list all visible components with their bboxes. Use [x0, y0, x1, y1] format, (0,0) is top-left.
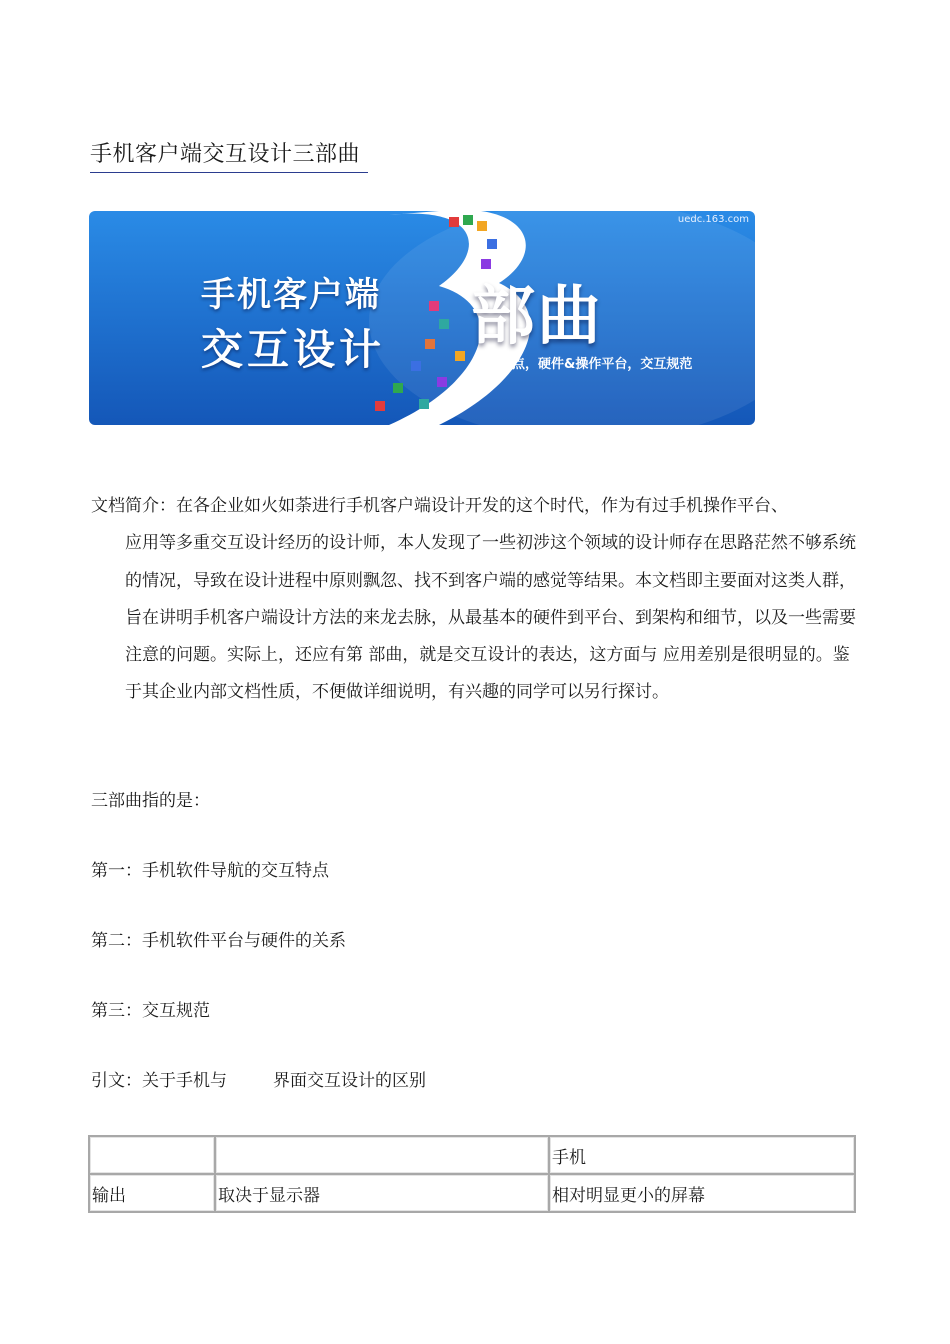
intro-line-1: 文档简介：在各企业如火如荼进行手机客户端设计开发的这个时代，作为有过手机操作平台、	[91, 496, 788, 516]
table-cell	[89, 1136, 215, 1174]
table-cell: 输出	[89, 1174, 215, 1212]
table-cell: 相对明显更小的屏幕	[549, 1174, 855, 1212]
list-item-3: 第三：交互规范	[91, 1001, 210, 1021]
banner-big-text: 部曲	[471, 280, 603, 354]
list-item-2: 第二：手机软件平台与硬件的关系	[91, 931, 346, 951]
intro-paragraph	[91, 488, 863, 712]
banner-image	[89, 211, 755, 425]
page-title: 手机客户端交互设计三部曲	[90, 138, 368, 173]
table-cell: 取决于显示器	[215, 1174, 549, 1212]
banner-subtitle: 导航特点，硬件&操作平台，交互规范	[473, 357, 693, 372]
banner-graphic	[89, 211, 755, 425]
quote-part-b: 界面交互设计的区别	[273, 1071, 426, 1091]
table-cell	[215, 1136, 549, 1174]
list-heading: 三部曲指的是：	[91, 791, 210, 811]
quote-part-a: 引文：关于手机与	[91, 1071, 227, 1091]
quote-line	[91, 1069, 426, 1093]
list-item-1: 第一：手机软件导航的交互特点	[91, 861, 329, 881]
banner-headline-2: 交互设计	[201, 325, 386, 374]
table-header-row	[89, 1136, 855, 1174]
banner-site-label: uedc.163.com	[677, 214, 749, 225]
banner-headline-1: 手机客户端	[201, 275, 381, 315]
intro-body: 应用等多重交互设计经历的设计师，本人发现了一些初涉这个领域的设计师存在思路茫然不够系统的情况，导致在设计进程中原则飘忽、找不到客户端的感觉等结果。本文档即主要面对这类人群，旨在讲明手机客户端设计方法的来龙去脉，从最基本的硬件到平台、到架构和细节，以及一些需要注意的问题。实际上，还应有第 部曲，就是交互设计的表达，这方面与 应用差别是很明显的。鉴于其企业内部文档性质，不便做详细说明，有兴趣的同学可以另行探讨。	[125, 533, 856, 703]
table-cell: 手机	[549, 1136, 855, 1174]
comparison-table	[88, 1135, 856, 1213]
table-row	[89, 1174, 855, 1212]
